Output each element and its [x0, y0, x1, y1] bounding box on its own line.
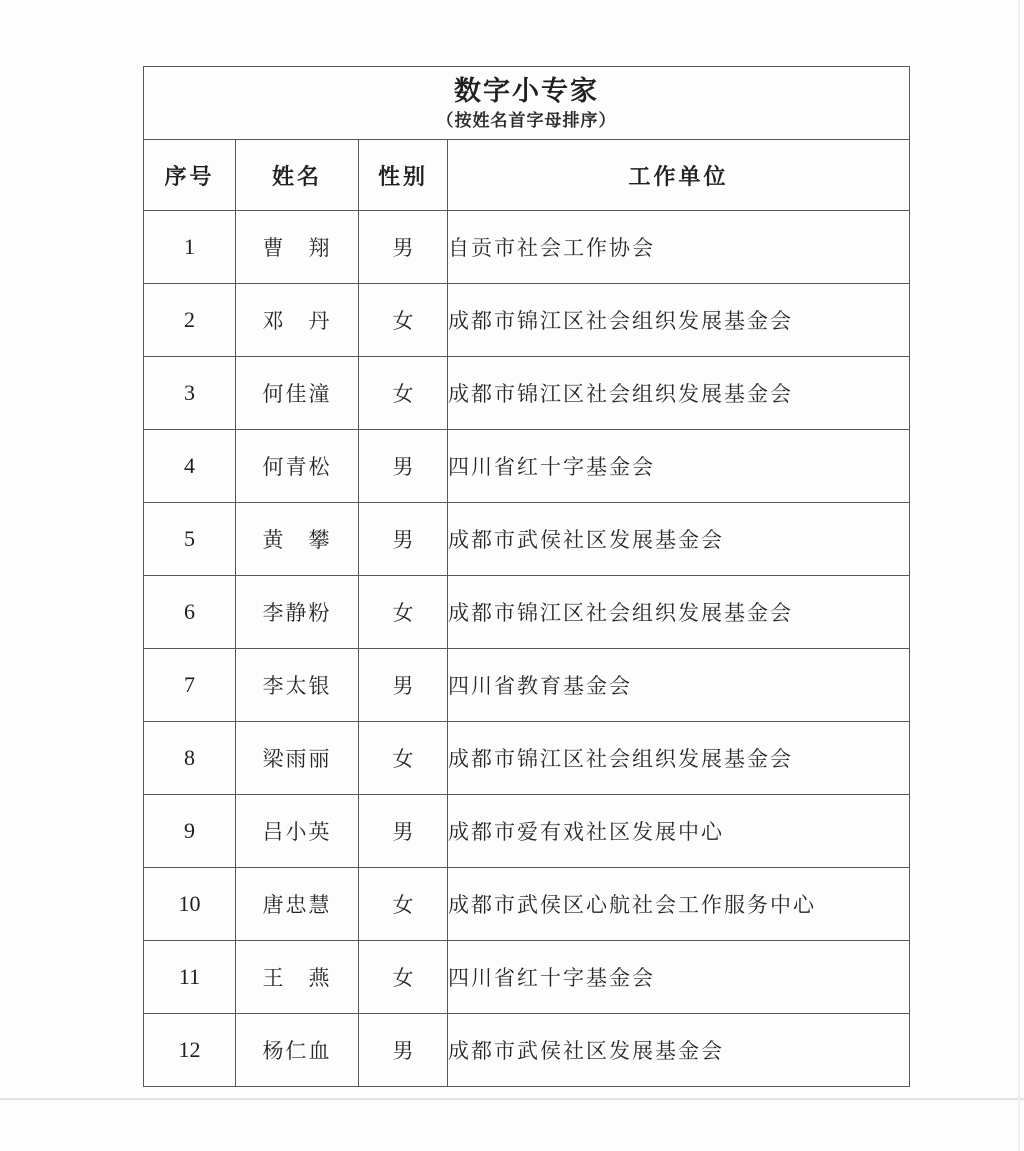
person-name: 何青松 — [236, 430, 359, 503]
row-number: 11 — [144, 941, 236, 1014]
work-unit: 四川省教育基金会 — [448, 649, 910, 722]
person-name: 杨仁血 — [236, 1014, 359, 1087]
row-number: 2 — [144, 284, 236, 357]
person-gender: 男 — [359, 1014, 448, 1087]
person-gender: 男 — [359, 795, 448, 868]
work-unit: 四川省红十字基金会 — [448, 430, 910, 503]
person-name: 曹 翔 — [236, 211, 359, 284]
table-row — [144, 503, 910, 576]
person-gender: 男 — [359, 211, 448, 284]
table-row — [144, 868, 910, 941]
column-header-gender: 性别 — [359, 140, 448, 211]
row-number: 10 — [144, 868, 236, 941]
person-name: 黄 攀 — [236, 503, 359, 576]
table-title-row — [144, 67, 910, 140]
work-unit: 成都市锦江区社会组织发展基金会 — [448, 576, 910, 649]
row-number: 12 — [144, 1014, 236, 1087]
scan-page-edge — [1018, 0, 1020, 1151]
person-name: 邓 丹 — [236, 284, 359, 357]
table-row — [144, 357, 910, 430]
person-gender: 女 — [359, 284, 448, 357]
person-gender: 男 — [359, 430, 448, 503]
row-number: 7 — [144, 649, 236, 722]
row-number: 6 — [144, 576, 236, 649]
person-gender: 女 — [359, 941, 448, 1014]
row-number: 3 — [144, 357, 236, 430]
person-name: 李太银 — [236, 649, 359, 722]
experts-table-body — [144, 211, 910, 1087]
column-header-org: 工作单位 — [448, 140, 910, 211]
table-row — [144, 649, 910, 722]
person-name: 唐忠慧 — [236, 868, 359, 941]
table-row — [144, 722, 910, 795]
person-gender: 女 — [359, 576, 448, 649]
page-subtitle: （按姓名首字母排序） — [436, 111, 617, 130]
work-unit: 成都市武侯区心航社会工作服务中心 — [448, 868, 910, 941]
column-header-name: 姓名 — [236, 140, 359, 211]
person-name: 王 燕 — [236, 941, 359, 1014]
work-unit: 成都市锦江区社会组织发展基金会 — [448, 722, 910, 795]
person-gender: 男 — [359, 503, 448, 576]
table-row — [144, 430, 910, 503]
person-gender: 女 — [359, 868, 448, 941]
person-name: 吕小英 — [236, 795, 359, 868]
person-gender: 男 — [359, 649, 448, 722]
table-row — [144, 941, 910, 1014]
table-row — [144, 284, 910, 357]
person-name: 梁雨丽 — [236, 722, 359, 795]
experts-table — [143, 66, 910, 1087]
row-number: 9 — [144, 795, 236, 868]
person-name: 何佳潼 — [236, 357, 359, 430]
person-gender: 女 — [359, 357, 448, 430]
row-number: 4 — [144, 430, 236, 503]
table-title-cell — [144, 67, 910, 140]
work-unit: 四川省红十字基金会 — [448, 941, 910, 1014]
work-unit: 成都市爱有戏社区发展中心 — [448, 795, 910, 868]
page-title: 数字小专家 — [454, 76, 599, 106]
work-unit: 成都市锦江区社会组织发展基金会 — [448, 357, 910, 430]
table-header-row — [144, 140, 910, 211]
work-unit: 自贡市社会工作协会 — [448, 211, 910, 284]
person-gender: 女 — [359, 722, 448, 795]
row-number: 5 — [144, 503, 236, 576]
work-unit: 成都市武侯社区发展基金会 — [448, 503, 910, 576]
column-header-number: 序号 — [144, 140, 236, 211]
table-row — [144, 576, 910, 649]
work-unit: 成都市锦江区社会组织发展基金会 — [448, 284, 910, 357]
table-row — [144, 211, 910, 284]
person-name: 李静粉 — [236, 576, 359, 649]
row-number: 1 — [144, 211, 236, 284]
table-row — [144, 1014, 910, 1087]
table-row — [144, 795, 910, 868]
work-unit: 成都市武侯社区发展基金会 — [448, 1014, 910, 1087]
scan-fold-line — [0, 1098, 1024, 1100]
row-number: 8 — [144, 722, 236, 795]
